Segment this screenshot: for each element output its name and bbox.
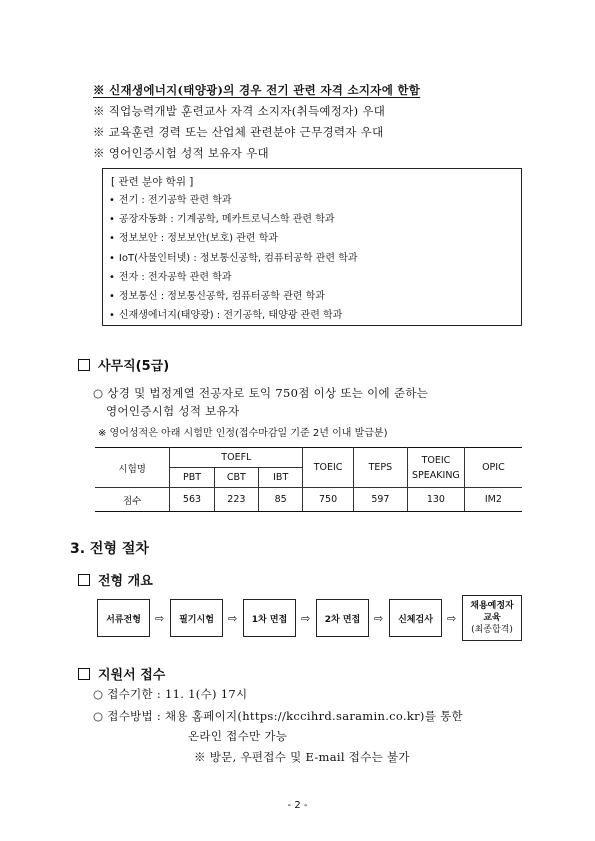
header-toefl-ibt: IBT (259, 468, 303, 488)
score-toeic-speaking: 130 (408, 488, 465, 512)
checkbox-square-icon (78, 574, 90, 586)
header-toefl-pbt: PBT (170, 468, 214, 488)
arrow-icon: ⇨ (301, 612, 311, 625)
page-number: - 2 - (287, 800, 308, 811)
admin-desc-line2: 영어인증시험 성적 보유자 (106, 404, 240, 418)
score-cbt: 223 (214, 488, 258, 512)
header-opic: OPIC (464, 448, 522, 488)
header-toefl: TOEFL (170, 448, 303, 468)
admin-score-note: ※ 영어성적은 아래 시험만 인정(접수마감일 기준 2년 이내 발급분) (98, 428, 388, 439)
score-teps: 597 (353, 488, 407, 512)
arrow-icon: ⇨ (228, 612, 238, 625)
header-exam-name: 시험명 (95, 448, 170, 488)
admin-desc-line1: ○ 상경 및 법정계열 전공자로 토익 750점 이상 또는 이에 준하는 (93, 386, 429, 400)
degree-item-telecom: • 정보통신 : 정보통신공학, 컴퓨터공학 관련 학과 (109, 287, 358, 306)
english-score-table (95, 447, 522, 512)
step-document-screening: 서류전형 (97, 599, 150, 637)
note-career: ※ 교육훈련 경력 또는 산업체 관련분야 근무경력자 우대 (93, 125, 384, 139)
degree-item-electronics: • 전자 : 전자공학 관련 학과 (109, 268, 358, 287)
degree-item-electric: • 전기 : 전기공학 관련 학과 (109, 191, 358, 210)
arrow-icon: ⇨ (447, 612, 457, 625)
checkbox-square-icon (78, 359, 90, 371)
degree-item-security: • 정보보안 : 정보보안(보호) 관련 학과 (109, 229, 358, 248)
note-trainer-license: ※ 직업능력개발 훈련교사 자격 소지자(취득예정자) 우대 (93, 104, 386, 118)
header-toeic-speaking: TOEIC SPEAKING (408, 448, 465, 488)
step-second-interview: 2차 면접 (316, 599, 369, 637)
row-label-score: 점수 (95, 488, 170, 512)
note-solar-requirement: ※ 신재생에너지(태양광)의 경우 전기 관련 자격 소지자에 한함 (93, 83, 421, 97)
related-degree-box (102, 168, 522, 326)
checkbox-square-icon (78, 668, 90, 680)
degree-item-iot: • IoT(사물인터넷) : 정보통신공학, 컴퓨터공학 관련 학과 (109, 249, 358, 268)
arrow-icon: ⇨ (155, 612, 165, 625)
application-method-line2: 온라인 접수만 가능 (188, 729, 288, 743)
score-toeic: 750 (303, 488, 353, 512)
step-written-exam: 필기시험 (170, 599, 223, 637)
degree-item-automation: • 공장자동화 : 기계공학, 메카트로닉스학 관련 학과 (109, 210, 358, 229)
step-physical-exam: 신체검사 (389, 599, 442, 637)
application-method-line1: ○ 접수방법 : 채용 홈페이지(https://kccihrd.saramin.co.kr)를 통한 (93, 709, 463, 723)
score-opic: IM2 (464, 488, 522, 512)
header-toeic: TOEIC (303, 448, 353, 488)
related-degree-list (109, 191, 358, 325)
score-ibt: 85 (259, 488, 303, 512)
header-toefl-cbt: CBT (214, 468, 258, 488)
degree-item-renewable: • 신재생에너지(태양광) : 전기공학, 태양광 관련 학과 (109, 306, 358, 325)
admin-heading: 사무직(5급) (78, 355, 169, 374)
application-heading: 지원서 접수 (78, 664, 165, 683)
step-final-training: 채용예정자 교육 (최종합격) (462, 595, 522, 641)
step-first-interview: 1차 면접 (243, 599, 296, 637)
note-english: ※ 영어인증시험 성적 보유자 우대 (93, 146, 269, 160)
overview-heading: 전형 개요 (78, 570, 153, 589)
application-deadline: ○ 접수기한 : 11. 1(수) 17시 (93, 687, 248, 701)
application-method-note: ※ 방문, 우편접수 및 E-mail 접수는 불가 (194, 750, 410, 764)
arrow-icon: ⇨ (374, 612, 384, 625)
score-pbt: 563 (170, 488, 214, 512)
header-teps: TEPS (353, 448, 407, 488)
section3-title: 3. 전형 절차 (70, 541, 149, 557)
related-degree-title: [ 관련 분야 학위 ] (111, 176, 194, 188)
